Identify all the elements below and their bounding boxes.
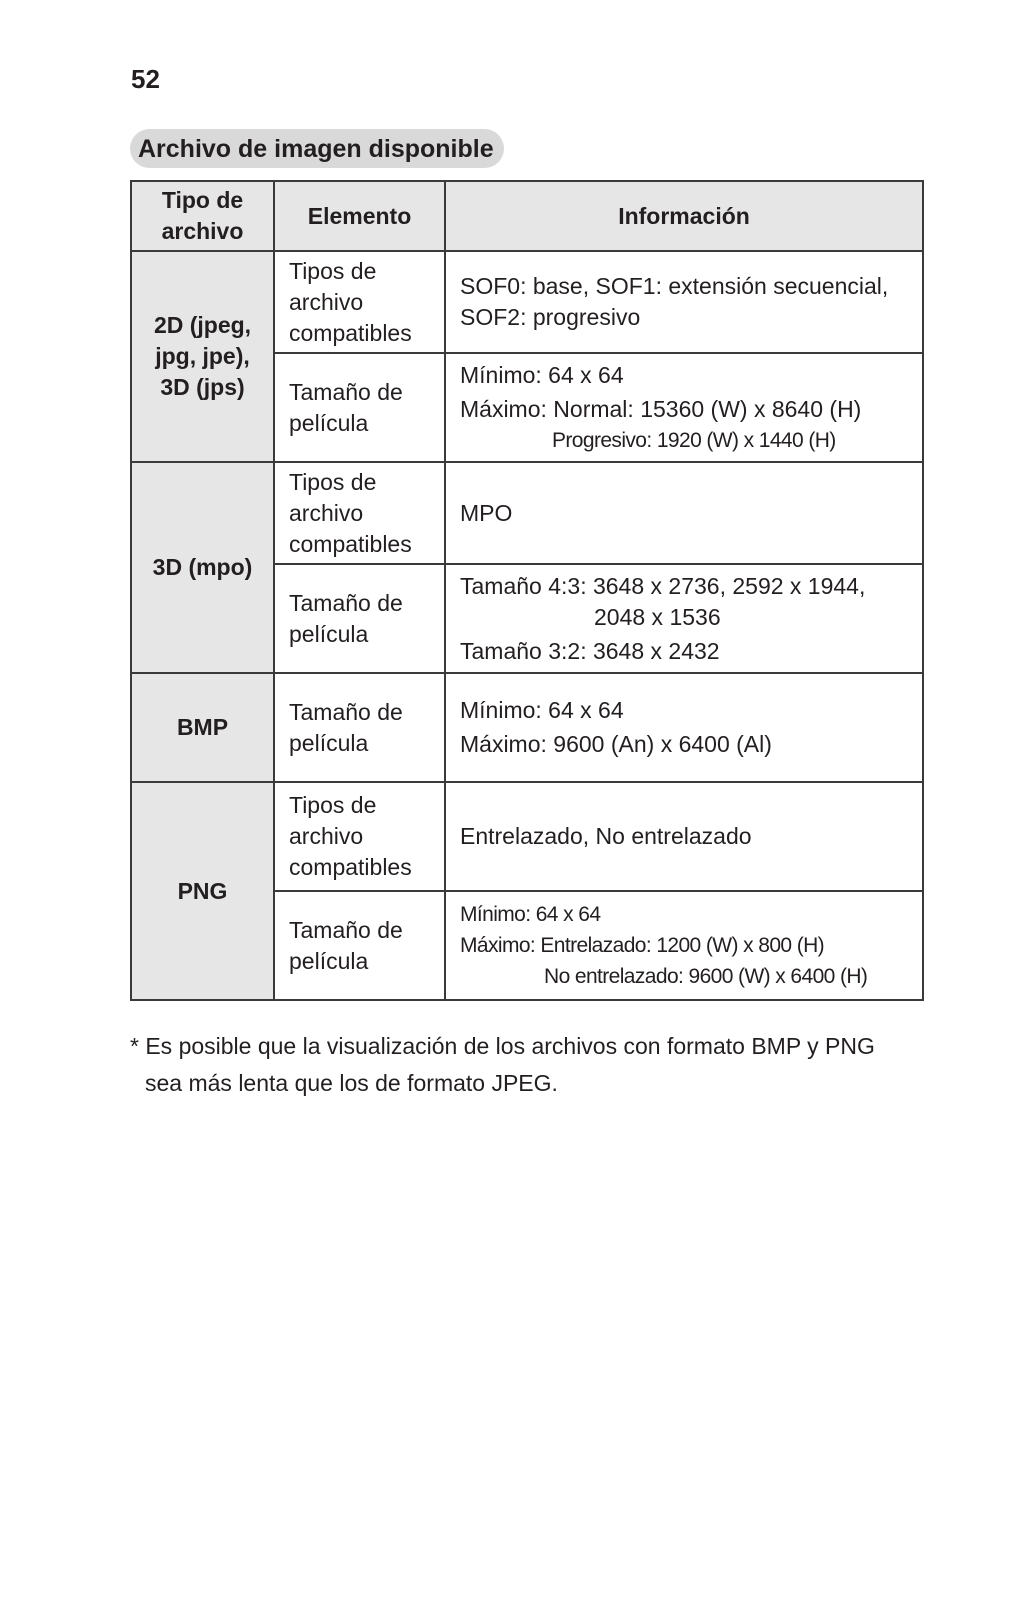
info-cell (445, 353, 923, 462)
header-file-type-line: Tipo de (161, 187, 244, 213)
element-line: Tamaño de (289, 378, 403, 405)
file-type-cell (131, 782, 274, 1000)
info-line: Máximo: 9600 (An) x 6400 (Al) (460, 731, 772, 757)
file-type-cell (131, 673, 274, 782)
header-element: Elemento (274, 181, 445, 251)
info-line: 2048 x 1536 (594, 603, 721, 630)
file-type-line: 3D (jps) (160, 374, 245, 400)
info-line: No entrelazado: 9600 (W) x 6400 (H) (544, 965, 868, 988)
element-line: archivo (289, 499, 364, 526)
image-file-table (130, 180, 924, 1001)
table-row (131, 462, 923, 564)
footnote-line: * Es posible que la visualización de los archivos con formato BMP y PNG (130, 1033, 875, 1059)
info-cell (445, 462, 923, 564)
info-line: Tamaño 4:3: 3648 x 2736, 2592 x 1944, (460, 572, 866, 599)
file-type-line: 2D (jpeg, (153, 312, 252, 338)
info-line: SOF0: base, SOF1: extensión secuencial, (460, 273, 889, 299)
info-line: Máximo: Entrelazado: 1200 (W) x 800 (H) (460, 934, 825, 957)
element-line: película (289, 409, 369, 436)
header-file-type-line: archivo (161, 218, 244, 244)
file-type-line: 3D (mpo) (152, 554, 253, 580)
file-type-cell (131, 251, 274, 462)
header-info: Información (445, 181, 923, 251)
footnote (130, 1028, 930, 1102)
page-number: 52 (131, 64, 160, 94)
info-line: Mínimo: 64 x 64 (460, 361, 624, 388)
section-title: Archivo de imagen disponible (130, 129, 504, 168)
element-cell (274, 462, 445, 564)
info-cell (445, 251, 923, 353)
element-line: Tamaño de (289, 589, 403, 616)
element-cell (274, 251, 445, 353)
element-line: archivo (289, 288, 364, 315)
info-line: MPO (460, 499, 513, 526)
info-line: Mínimo: 64 x 64 (460, 903, 601, 926)
element-line: Tamaño de (289, 698, 403, 725)
element-line: Tipos de (289, 792, 377, 818)
element-line: archivo (289, 823, 364, 849)
info-line: Tamaño 3:2: 3648 x 2432 (460, 637, 720, 664)
element-line: película (289, 729, 369, 756)
element-line: Tipos de (289, 468, 377, 495)
table-row (131, 251, 923, 353)
element-line: Tamaño de (289, 916, 403, 943)
info-cell (445, 564, 923, 673)
element-line: película (289, 620, 369, 647)
file-type-line: jpg, jpe), (155, 343, 250, 369)
element-cell (274, 673, 445, 782)
info-line: Máximo: Normal: 15360 (W) x 8640 (H) (460, 395, 862, 422)
element-cell (274, 564, 445, 673)
element-line: Tipos de (289, 257, 377, 284)
element-line: compatibles (289, 530, 412, 557)
table-row (131, 782, 923, 891)
file-type-cell (131, 462, 274, 673)
info-cell (445, 891, 923, 1000)
table-row (131, 673, 923, 782)
info-cell (445, 673, 923, 782)
footnote-line: sea más lenta que los de formato JPEG. (145, 1070, 558, 1096)
file-type-line: PNG (177, 877, 228, 904)
file-type-line: BMP (176, 714, 229, 740)
info-line: SOF2: progresivo (460, 304, 641, 330)
element-line: compatibles (289, 319, 412, 346)
info-line: Entrelazado, No entrelazado (460, 823, 752, 849)
header-file-type (131, 181, 274, 251)
element-line: película (289, 947, 369, 974)
element-cell (274, 353, 445, 462)
info-line: Mínimo: 64 x 64 (460, 697, 624, 723)
info-cell (445, 782, 923, 891)
element-cell (274, 782, 445, 891)
table-header-row (131, 181, 923, 251)
element-line: compatibles (289, 854, 412, 880)
info-line: Progresivo: 1920 (W) x 1440 (H) (552, 428, 836, 452)
element-cell (274, 891, 445, 1000)
